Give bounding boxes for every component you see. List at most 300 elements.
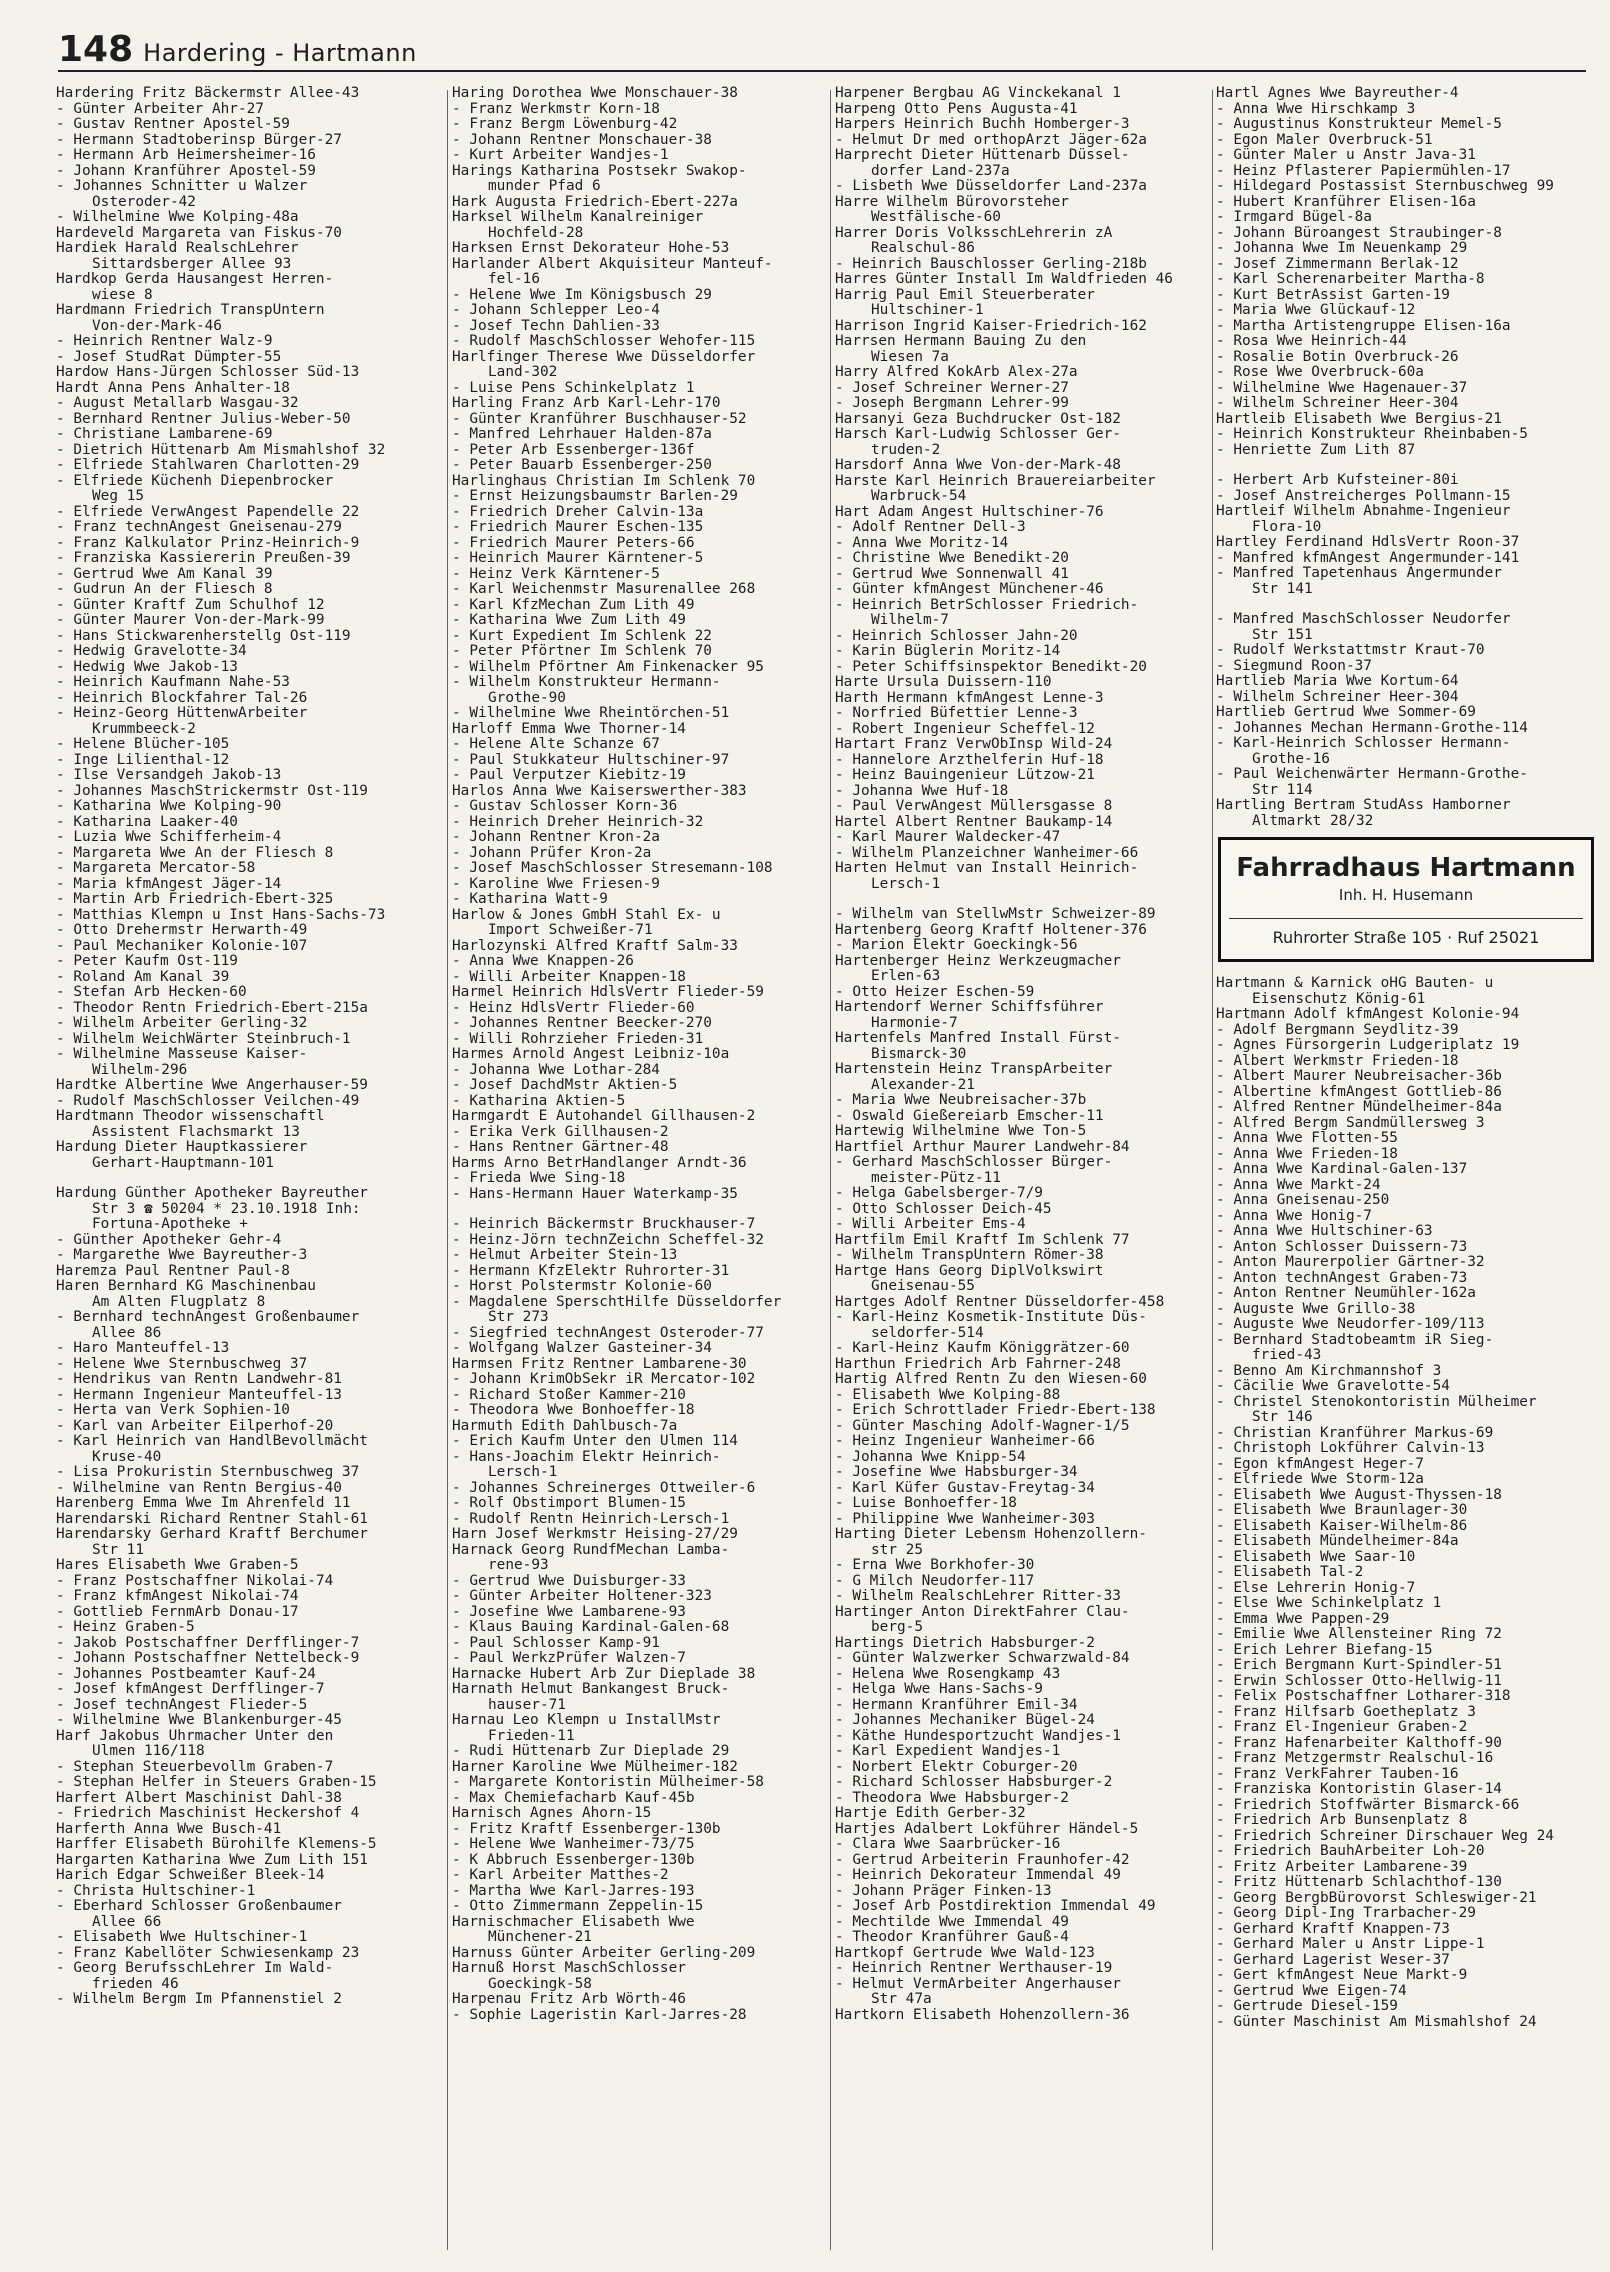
- directory-entry: - Wilhelm Planzeichner Wanheimer-66: [835, 845, 1139, 861]
- column-divider: [447, 90, 448, 2250]
- directory-entry: - Georg Dipl-Ing Trarbacher-29: [1216, 1906, 1476, 1921]
- directory-entry: - Wilhelm Schreiner Heer-304: [1216, 689, 1459, 705]
- directory-entry: - Helene Blücher-105: [56, 737, 230, 752]
- directory-entry: - Katharina Laaker-40: [56, 814, 238, 830]
- directory-entry: - Hedwig Gravelotte-34: [56, 644, 247, 659]
- directory-entry: - Luise Pens Schinkelplatz 1: [452, 380, 695, 396]
- directory-entry: Harpers Heinrich Buchh Homberger-3: [835, 117, 1130, 132]
- directory-entry: - Anna Wwe Honig-7: [1216, 1208, 1372, 1224]
- directory-entry: - Karl Küfer Gustav-Freytag-34: [835, 1480, 1095, 1496]
- directory-entry: - Auguste Wwe Neudorfer-109/113: [1216, 1317, 1485, 1332]
- directory-entry: - Josef StudRat Dümpter-55: [56, 349, 282, 365]
- directory-entry: - Peter Pförtner Im Schlenk 70: [452, 644, 712, 659]
- directory-entry: - Franz VerkFahrer Tauben-16: [1216, 1766, 1459, 1782]
- directory-entry: - Stephan Helfer in Steuers Graben-15: [56, 1775, 377, 1790]
- spacer: [1216, 597, 1596, 612]
- directory-entry: - Johannes Schreinerges Ottweiler-6: [452, 1480, 756, 1496]
- directory-entry: Alexander-21: [871, 1077, 975, 1093]
- column-divider: [1212, 90, 1213, 2250]
- directory-entry: - Wilhelm Pförtner Am Finkenacker 95: [452, 659, 764, 675]
- directory-entry: Krummbeeck-2: [92, 721, 196, 737]
- directory-entry: - Bernhard Stadtobeamtm iR Sieg-: [1216, 1332, 1494, 1348]
- directory-entry: - Elfriede Wwe Storm-12a: [1216, 1472, 1424, 1487]
- directory-entry: Warbruck-54: [871, 489, 967, 504]
- directory-entry: - Fritz Hüttenarb Schlachthof-130: [1216, 1875, 1502, 1890]
- directory-entry: Harlander Albert Akquisiteur Manteuf-: [452, 256, 773, 272]
- directory-entry: Hardung Dieter Hauptkassierer: [56, 1140, 308, 1155]
- directory-entry: Hartjes Adalbert Lokführer Händel-5: [835, 1821, 1139, 1837]
- directory-entry: - Erich Lehrer Biefang-15: [1216, 1642, 1433, 1658]
- directory-entry: - Margarete Kontoristin Mülheimer-58: [452, 1775, 764, 1790]
- directory-entry: Harmgardt E Autohandel Gillhausen-2: [452, 1109, 756, 1124]
- directory-entry: Hark Augusta Friedrich-Ebert-227a: [452, 194, 738, 210]
- directory-entry: Harmes Arnold Angest Leibniz-10a: [452, 1047, 730, 1062]
- directory-entry: - Hermann Ingenieur Manteuffel-13: [56, 1387, 342, 1403]
- directory-entry: Harms Arno BetrHandlanger Arndt-36: [452, 1155, 747, 1171]
- directory-entry: Ulmen 116/118: [92, 1744, 205, 1759]
- directory-entry: - Friedrich Dreher Calvin-13a: [452, 504, 704, 520]
- directory-entry: - Wilhelmine Wwe Rheintörchen-51: [452, 706, 730, 721]
- directory-entry: - Karl Weichenmstr Masurenallee 268: [452, 582, 756, 597]
- directory-entry: - Richard Schlosser Habsburger-2: [835, 1775, 1113, 1790]
- directory-entry: - Heinrich Dreher Heinrich-32: [452, 814, 704, 830]
- directory-entry: - August Metallarb Wasgau-32: [56, 396, 299, 411]
- directory-entry: - Heinz Graben-5: [56, 1620, 195, 1635]
- directory-entry: Allee 86: [92, 1325, 162, 1341]
- directory-entry: - Bernhard Rentner Julius-Weber-50: [56, 411, 351, 427]
- directory-entry: - Frieda Wwe Sing-18: [452, 1171, 626, 1186]
- directory-entry: Harenberg Emma Wwe Im Ahrenfeld 11: [56, 1496, 351, 1511]
- directory-entry: Realschul-86: [871, 241, 975, 256]
- directory-entry: Harnisch Agnes Ahorn-15: [452, 1806, 652, 1821]
- directory-entry: - Franz Hafenarbeiter Kalthoff-90: [1216, 1735, 1502, 1751]
- directory-entry: frieden 46: [92, 1976, 179, 1992]
- directory-entry: - Franz Postschaffner Nikolai-74: [56, 1573, 334, 1589]
- directory-entry: - Gustav Rentner Apostel-59: [56, 117, 290, 132]
- directory-entry: - Erna Wwe Borkhofer-30: [835, 1558, 1035, 1573]
- advertisement-box: [1218, 837, 1594, 962]
- directory-entry: - Maria Wwe Neubreisacher-37b: [835, 1093, 1087, 1108]
- directory-entry: - Helmut VermArbeiter Angerhauser: [835, 1976, 1121, 1992]
- directory-entry: Hardeveld Margareta van Fiskus-70: [56, 225, 342, 241]
- directory-entry: Osteroder-42: [92, 194, 196, 210]
- directory-entry: - Lisbeth Wwe Düsseldorfer Land-237a: [835, 179, 1147, 194]
- directory-entry: - Rudolf Werkstattmstr Kraut-70: [1216, 643, 1485, 658]
- directory-entry: Lersch-1: [871, 876, 941, 892]
- directory-entry: Hardow Hans-Jürgen Schlosser Süd-13: [56, 365, 360, 380]
- directory-entry: - Johanna Wwe Knipp-54: [835, 1449, 1026, 1465]
- directory-entry: - Elfriede Stahlwaren Charlotten-29: [56, 458, 360, 473]
- directory-entry: - Rose Wwe Overbruck-60a: [1216, 365, 1424, 380]
- directory-entry: - Martha Wwe Karl-Jarres-193: [452, 1883, 695, 1899]
- directory-entry: - Clara Wwe Saarbrücker-16: [835, 1837, 1061, 1852]
- directory-entry: - Maria Wwe Glückauf-12: [1216, 303, 1416, 318]
- directory-entry: - Karin Büglerin Moritz-14: [835, 644, 1061, 659]
- directory-entry: rene-93: [488, 1558, 549, 1573]
- directory-entry: - Christian Kranführer Markus-69: [1216, 1425, 1494, 1441]
- spacer: [452, 1202, 837, 1217]
- directory-entry: - Anna Wwe Flotten-55: [1216, 1131, 1398, 1146]
- directory-entry: - Adolf Bergmann Seydlitz-39: [1216, 1022, 1459, 1038]
- directory-entry: - Günter Arbeiter Holtener-323: [452, 1589, 712, 1604]
- directory-entry: - Klaus Bauing Kardinal-Galen-68: [452, 1620, 730, 1635]
- directory-entry: - Franz Hilfsarb Goetheplatz 3: [1216, 1704, 1476, 1720]
- directory-entry: - Margareta Wwe An der Fliesch 8: [56, 845, 334, 861]
- directory-entry: - Johann Postschaffner Nettelbeck-9: [56, 1651, 360, 1666]
- directory-entry: - Anna Wwe Hirschkamp 3: [1216, 101, 1416, 117]
- directory-entry: - Franz kfmAngest Nikolai-74: [56, 1589, 299, 1604]
- directory-entry: - Karl Arbeiter Matthes-2: [452, 1868, 669, 1883]
- directory-entry: - Franziska Kontoristin Glaser-14: [1216, 1782, 1502, 1797]
- directory-entry: - Otto Zimmermann Zeppelin-15: [452, 1899, 704, 1914]
- directory-entry: Harmuth Edith Dahlbusch-7a: [452, 1418, 678, 1434]
- directory-entry: - Manfred kfmAngest Angermunder-141: [1216, 550, 1520, 566]
- directory-entry: Hardung Günther Apotheker Bayreuther: [56, 1186, 368, 1201]
- directory-entry: Harsdorf Anna Wwe Von-der-Mark-48: [835, 458, 1121, 473]
- directory-entry: Am Alten Flugplatz 8: [92, 1294, 266, 1310]
- directory-entry: - Franz Metzgermstr Realschul-16: [1216, 1751, 1494, 1766]
- directory-entry: - Elisabeth Wwe Braunlager-30: [1216, 1503, 1468, 1518]
- directory-entry: - Wilhelm RealschLehrer Ritter-33: [835, 1589, 1121, 1604]
- directory-entry: - Eberhard Schlosser Großenbaumer: [56, 1899, 342, 1914]
- directory-entry: - Egon kfmAngest Heger-7: [1216, 1456, 1424, 1472]
- directory-entry: Harprecht Dieter Hüttenarb Düssel-: [835, 148, 1130, 163]
- directory-entry: Harste Karl Heinrich Brauereiarbeiter: [835, 473, 1156, 489]
- directory-entry: - Katharina Aktien-5: [452, 1093, 626, 1109]
- directory-entry: - Franz Kabellöter Schwiesenkamp 23: [56, 1945, 360, 1961]
- directory-entry: Harksel Wilhelm Kanalreiniger: [452, 210, 704, 225]
- directory-entry: Eisenschutz König-61: [1252, 991, 1426, 1007]
- directory-entry: - Heinrich Blockfahrer Tal-26: [56, 690, 308, 706]
- directory-entry: - Günther Apotheker Gehr-4: [56, 1232, 282, 1248]
- directory-entry: Harferth Anna Wwe Busch-41: [56, 1821, 282, 1837]
- directory-entry: - G Milch Neudorfer-117: [835, 1573, 1035, 1589]
- directory-entry: Harry Alfred KokArb Alex-27a: [835, 365, 1078, 380]
- directory-entry: Haremza Paul Rentner Paul-8: [56, 1263, 290, 1279]
- directory-entry: - Günter Kraftf Zum Schulhof 12: [56, 597, 325, 613]
- directory-entry: Harpener Bergbau AG Vinckekanal 1: [835, 86, 1121, 101]
- page-number: 148: [58, 29, 134, 70]
- directory-entry: - Benno Am Kirchmannshof 3: [1216, 1363, 1442, 1379]
- directory-entry: - Anna Wwe Kardinal-Galen-137: [1216, 1162, 1468, 1177]
- directory-entry: - Paul Schlosser Kamp-91: [452, 1635, 660, 1651]
- directory-entry: - Hans Stickwarenherstellg Ost-119: [56, 628, 351, 644]
- directory-entry: - Katharina Watt-9: [452, 892, 608, 907]
- directory-entry: - Katharina Wwe Zum Lith 49: [452, 613, 686, 628]
- directory-entry: - Gustav Schlosser Korn-36: [452, 799, 678, 814]
- directory-entry: Wilhelm-7: [871, 613, 949, 628]
- directory-entry: Harting Dieter Lebensm Hohenzollern-: [835, 1527, 1147, 1542]
- directory-entry: - Augustinus Konstrukteur Memel-5: [1216, 117, 1502, 132]
- directory-entry: - Otto Heizer Eschen-59: [835, 984, 1035, 1000]
- directory-entry: - Ilse Versandgeh Jakob-13: [56, 768, 282, 783]
- directory-entry: - Albert Maurer Neubreisacher-36b: [1216, 1069, 1502, 1084]
- directory-entry: - Emilie Wwe Allensteiner Ring 72: [1216, 1627, 1502, 1642]
- directory-entry: Grothe-90: [488, 690, 566, 706]
- directory-entry: Hartfilm Emil Kraftf Im Schlenk 77: [835, 1232, 1130, 1248]
- directory-entry: Str 273: [488, 1310, 549, 1325]
- directory-column-4: [1216, 86, 1596, 2256]
- directory-entry: - Maria kfmAngest Jäger-14: [56, 876, 282, 892]
- directory-entry: - Gertrud Wwe Sonnenwall 41: [835, 566, 1069, 582]
- directory-entry: - Cäcilie Wwe Gravelotte-54: [1216, 1379, 1450, 1394]
- directory-entry: Hartleib Elisabeth Wwe Bergius-21: [1216, 411, 1502, 427]
- directory-entry: Harre Wilhelm Bürovorsteher: [835, 194, 1069, 210]
- directory-entry: Harnuß Horst MaschSchlosser: [452, 1961, 686, 1976]
- directory-entry: - Magdalene SperschtHilfe Düsseldorfer: [452, 1294, 782, 1310]
- directory-entry: - Hendrikus van Rentn Landwehr-81: [56, 1372, 342, 1387]
- directory-entry: - Hannelore Arzthelferin Huf-18: [835, 752, 1104, 768]
- directory-entry: - Heinrich Konstrukteur Rheinbaben-5: [1216, 427, 1528, 442]
- directory-entry: - Wilhelm van StellwMstr Schweizer-89: [835, 907, 1156, 922]
- directory-entry: - Gudrun An der Fliesch 8: [56, 582, 273, 597]
- directory-entry: - Christiane Lambarene-69: [56, 427, 273, 442]
- directory-entry: - Helmut Dr med orthopArzt Jäger-62a: [835, 132, 1147, 148]
- directory-entry: - Anna Wwe Moritz-14: [835, 535, 1009, 551]
- directory-entry: Weg 15: [92, 489, 144, 504]
- directory-entry: Hardiek Harald RealschLehrer: [56, 241, 299, 256]
- directory-entry: - Egon Maler Overbruck-51: [1216, 132, 1433, 148]
- directory-entry: Grothe-16: [1252, 751, 1330, 767]
- directory-entry: - Herbert Arb Kufsteiner-80i: [1216, 473, 1459, 488]
- directory-entry: - Felix Postschaffner Lotharer-318: [1216, 1689, 1511, 1704]
- directory-entry: - Johannes Rentner Beecker-270: [452, 1016, 712, 1031]
- directory-entry: - Margarethe Wwe Bayreuther-3: [56, 1248, 308, 1263]
- directory-entry: - Josef Zimmermann Berlak-12: [1216, 256, 1459, 272]
- directory-entry: - Günter Masching Adolf-Wagner-1/5: [835, 1418, 1130, 1434]
- directory-entry: Harth Hermann kfmAngest Lenne-3: [835, 690, 1104, 706]
- directory-entry: - Siegmund Roon-37: [1216, 658, 1372, 674]
- directory-entry: - Josef Arb Postdirektion Immendal 49: [835, 1899, 1156, 1914]
- directory-entry: wiese 8: [92, 287, 153, 303]
- directory-entry: Hartge Hans Georg DiplVolkswirt: [835, 1263, 1104, 1279]
- directory-entry: Harlinghaus Christian Im Schlenk 70: [452, 473, 756, 489]
- directory-entry: Hartenfels Manfred Install Fürst-: [835, 1031, 1121, 1046]
- directory-entry: - Josefine Wwe Habsburger-34: [835, 1465, 1078, 1480]
- directory-entry: - Friedrich Stoffwärter Bismarck-66: [1216, 1797, 1520, 1813]
- directory-entry: - Willi Arbeiter Knappen-18: [452, 969, 686, 985]
- directory-entry: - Heinz-Jörn technZeichn Scheffel-32: [452, 1232, 764, 1248]
- directory-entry: - Josef MaschSchlosser Stresemann-108: [452, 861, 773, 876]
- directory-entry: - Hermann Arb Heimersheimer-16: [56, 148, 316, 163]
- directory-entry: - Anton Schlosser Duissern-73: [1216, 1239, 1468, 1255]
- directory-entry: - Heinrich Schlosser Jahn-20: [835, 628, 1078, 644]
- directory-entry: - Christel Stenokontoristin Mülheimer: [1216, 1394, 1537, 1410]
- directory-entry: - Else Lehrerin Honig-7: [1216, 1580, 1416, 1596]
- directory-entry: - Christoph Lokführer Calvin-13: [1216, 1441, 1485, 1456]
- directory-entry: - Hans Rentner Gärtner-48: [452, 1140, 669, 1155]
- directory-entry: Harte Ursula Duissern-110: [835, 675, 1052, 690]
- directory-entry: Westfälische-60: [871, 210, 1001, 225]
- directory-entry: - Rudolf Rentn Heinrich-Lersch-1: [452, 1511, 730, 1527]
- directory-entry: - Josefine Wwe Lambarene-93: [452, 1604, 686, 1620]
- directory-entry: - Josef kfmAngest Derfflinger-7: [56, 1682, 325, 1697]
- directory-entry: Goeckingk-58: [488, 1976, 592, 1992]
- ad-owner: Inh. H. Husemann: [1338, 886, 1474, 904]
- directory-entry: Lersch-1: [488, 1465, 558, 1480]
- directory-entry: - Else Wwe Schinkelplatz 1: [1216, 1596, 1442, 1611]
- directory-entry: Hartmann & Karnick oHG Bauten- u: [1216, 976, 1494, 991]
- directory-entry: Harling Franz Arb Karl-Lehr-170: [452, 396, 721, 411]
- directory-entry: - Wilhelmine van Rentn Bergius-40: [56, 1480, 342, 1496]
- directory-entry: - Heinz HdlsVertr Flieder-60: [452, 1000, 695, 1016]
- directory-entry: Str 11: [92, 1542, 144, 1558]
- directory-entry: - Wilhelm Bergm Im Pfannenstiel 2: [56, 1992, 342, 2007]
- directory-entry: - Johannes MaschStrickermstr Ost-119: [56, 783, 368, 799]
- directory-entry: - Wilhelm WeichWärter Steinbruch-1: [56, 1031, 351, 1047]
- directory-entry: Str 146: [1252, 1410, 1313, 1425]
- directory-entry: - Hildegard Postassist Sternbuschweg 99: [1216, 179, 1554, 194]
- directory-entry: Erlen-63: [871, 969, 941, 984]
- directory-entry: - Christa Hultschiner-1: [56, 1883, 256, 1899]
- directory-entry: Harmonie-7: [871, 1015, 958, 1031]
- directory-entry: - Heinrich Bauschlosser Gerling-218b: [835, 256, 1147, 272]
- directory-entry: Harlow & Jones GmbH Stahl Ex- u: [452, 907, 721, 923]
- directory-entry: Harings Katharina Postsekr Swakop-: [452, 163, 747, 179]
- directory-column-2: [452, 86, 837, 2256]
- directory-entry: - Johann Präger Finken-13: [835, 1883, 1052, 1899]
- directory-entry: Hartling Bertram StudAss Hamborner: [1216, 798, 1511, 813]
- directory-entry: - Johannes Postbeamter Kauf-24: [56, 1666, 316, 1682]
- directory-entry: - Elisabeth Tal-2: [1216, 1565, 1364, 1580]
- directory-entry: - Gert kfmAngest Neue Markt-9: [1216, 1968, 1468, 1983]
- directory-entry: - Karl-Heinz Kosmetik-Institute Düs-: [835, 1310, 1147, 1325]
- directory-entry: Hartges Adolf Rentner Düsseldorfer-458: [835, 1294, 1165, 1310]
- directory-entry: Wiesen 7a: [871, 349, 949, 365]
- directory-entry: - Johanna Wwe Lothar-284: [452, 1062, 660, 1078]
- directory-entry: - Gerhard Lagerist Weser-37: [1216, 1952, 1450, 1968]
- directory-entry: - Friedrich Maurer Peters-66: [452, 535, 695, 551]
- directory-entry: - Roland Am Kanal 39: [56, 969, 230, 985]
- directory-entry: - Marion Elektr Goeckingk-56: [835, 938, 1078, 953]
- directory-entry: - Helmut Arbeiter Stein-13: [452, 1248, 678, 1263]
- directory-entry: meister-Pütz-11: [871, 1170, 1001, 1186]
- directory-entry: Str 151: [1252, 627, 1313, 643]
- directory-entry: - Hedwig Wwe Jakob-13: [56, 659, 238, 675]
- directory-entry: - Helga Gabelsberger-7/9: [835, 1186, 1043, 1201]
- directory-entry: - Stefan Arb Hecken-60: [56, 985, 247, 1000]
- directory-entry: Harrison Ingrid Kaiser-Friedrich-162: [835, 318, 1147, 334]
- directory-entry: fried-43: [1252, 1348, 1322, 1363]
- directory-entry: Haren Bernhard KG Maschinenbau: [56, 1279, 316, 1294]
- directory-entry: Fortuna-Apotheke +: [92, 1217, 248, 1232]
- directory-entry: Gneisenau-55: [871, 1279, 975, 1294]
- directory-entry: - Friedrich BauhArbeiter Loh-20: [1216, 1844, 1485, 1859]
- directory-entry: - Heinz Pflasterer Papiermühlen-17: [1216, 163, 1511, 179]
- directory-entry: - Lisa Prokuristin Sternbuschweg 37: [56, 1465, 360, 1480]
- directory-entry: - Otto Schlosser Deich-45: [835, 1201, 1052, 1217]
- directory-entry: - Johann Schlepper Leo-4: [452, 303, 660, 318]
- directory-entry: Hart Adam Angest Hultschiner-76: [835, 504, 1104, 520]
- directory-entry: - Manfred Tapetenhaus Angermunder: [1216, 566, 1502, 581]
- directory-entry: - Richard Stoßer Kammer-210: [452, 1387, 686, 1403]
- directory-entry: - Wilhelm Schreiner Heer-304: [1216, 396, 1459, 411]
- directory-entry: - Peter Kaufm Ost-119: [56, 954, 238, 969]
- directory-entry: Harmsen Fritz Rentner Lambarene-30: [452, 1356, 747, 1372]
- directory-entry: - Wilhelmine Masseuse Kaiser-: [56, 1047, 308, 1062]
- directory-entry: - Franz Kalkulator Prinz-Heinrich-9: [56, 535, 360, 551]
- directory-entry: Flora-10: [1252, 519, 1322, 535]
- directory-entry: Hultschiner-1: [871, 303, 984, 318]
- directory-entry: - Gertrud Wwe Eigen-74: [1216, 1983, 1407, 1999]
- directory-entry: Hartfiel Arthur Maurer Landwehr-84: [835, 1139, 1130, 1155]
- directory-entry: - Luzia Wwe Schifferheim-4: [56, 830, 282, 845]
- directory-entry: Import Schweißer-71: [488, 923, 653, 938]
- directory-entry: - Rosalie Botin Overbruck-26: [1216, 349, 1459, 365]
- directory-entry: Hartlieb Gertrud Wwe Sommer-69: [1216, 705, 1476, 720]
- directory-entry: - Anna Wwe Hultschiner-63: [1216, 1224, 1433, 1239]
- directory-entry: - Kurt Expedient Im Schlenk 22: [452, 628, 712, 644]
- directory-entry: Harnischmacher Elisabeth Wwe: [452, 1914, 695, 1930]
- directory-entry: Hartendorf Werner Schiffsführer: [835, 1000, 1104, 1015]
- directory-entry: - Alfred Bergm Sandmüllersweg 3: [1216, 1115, 1485, 1131]
- directory-entry: - Wilhelmine Wwe Blankenburger-45: [56, 1713, 342, 1728]
- directory-entry: - Fritz Arbeiter Lambarene-39: [1216, 1859, 1468, 1875]
- directory-entry: - Martin Arb Friedrich-Ebert-325: [56, 892, 334, 907]
- directory-entry: - Günter Arbeiter Ahr-27: [56, 101, 264, 117]
- directory-entry: Gerhart-Hauptmann-101: [92, 1155, 274, 1171]
- directory-entry: - Rudi Hüttenarb Zur Dieplade 29: [452, 1744, 730, 1759]
- directory-entry: Altmarkt 28/32: [1252, 813, 1374, 829]
- directory-entry: Hares Elisabeth Wwe Graben-5: [56, 1558, 299, 1573]
- directory-entry: - Karl Scherenarbeiter Martha-8: [1216, 272, 1485, 287]
- directory-entry: - Elisabeth Wwe August-Thyssen-18: [1216, 1487, 1502, 1503]
- directory-entry: fel-16: [488, 272, 540, 287]
- directory-entry: - Rosa Wwe Heinrich-44: [1216, 334, 1407, 349]
- directory-entry: - Paul Mechaniker Kolonie-107: [56, 938, 308, 954]
- directory-entry: - Anna Wwe Knappen-26: [452, 954, 634, 969]
- directory-entry: - Siegfried technAngest Osteroder-77: [452, 1325, 764, 1341]
- directory-entry: - Kurt Arbeiter Wandjes-1: [452, 148, 669, 163]
- directory-entry: - Dietrich Hüttenarb Am Mismahlshof 32: [56, 442, 386, 458]
- directory-entry: - Johanna Wwe Huf-18: [835, 783, 1009, 799]
- directory-entry: - Bernhard technAngest Großenbaumer: [56, 1310, 360, 1325]
- directory-entry: - Johann Büroangest Straubinger-8: [1216, 225, 1502, 241]
- directory-entry: - Paul Verputzer Kiebitz-19: [452, 768, 686, 783]
- directory-entry: - Theodor Rentn Friedrich-Ebert-215a: [56, 1000, 368, 1016]
- directory-entry: Str 47a: [871, 1992, 932, 2007]
- directory-entry: - Hermann Kranführer Emil-34: [835, 1697, 1078, 1713]
- directory-entry: - Friedrich Maschinist Heckershof 4: [56, 1806, 360, 1821]
- directory-entry: - Wolfgang Walzer Gasteiner-34: [452, 1341, 712, 1356]
- directory-entry: - Sophie Lageristin Karl-Jarres-28: [452, 2007, 747, 2023]
- spacer: [835, 892, 1210, 907]
- directory-entry: - Johann Rentner Kron-2a: [452, 830, 660, 845]
- directory-entry: - Heinz Verk Kärntener-5: [452, 566, 660, 582]
- directory-entry: Bismarck-30: [871, 1046, 967, 1062]
- directory-entry: Harendarsky Gerhard Kraftf Berchumer: [56, 1527, 368, 1542]
- directory-entry: - Jakob Postschaffner Derfflinger-7: [56, 1635, 360, 1651]
- directory-entry: - Heinz Ingenieur Wanheimer-66: [835, 1434, 1095, 1449]
- directory-entry: Hartkopf Gertrude Wwe Wald-123: [835, 1945, 1095, 1961]
- directory-entry: - Manfred Lehrhauer Halden-87a: [452, 427, 712, 442]
- directory-entry: - Adolf Rentner Dell-3: [835, 520, 1026, 535]
- directory-entry: - Willi Arbeiter Ems-4: [835, 1217, 1026, 1232]
- directory-entry: Harrer Doris VolksschLehrerin zA: [835, 225, 1113, 241]
- directory-entry: - Karl-Heinrich Schlosser Hermann-: [1216, 736, 1511, 751]
- directory-entry: - Joseph Bergmann Lehrer-99: [835, 396, 1069, 411]
- directory-entry: - Erwin Schlosser Otto-Hellwig-11: [1216, 1673, 1502, 1689]
- directory-entry: - Gertrud Wwe Am Kanal 39: [56, 566, 273, 582]
- directory-entry: - Peter Bauarb Essenberger-250: [452, 458, 712, 473]
- directory-entry: Harich Edgar Schweißer Bleek-14: [56, 1868, 325, 1883]
- directory-entry: - Heinrich Maurer Kärntener-5: [452, 551, 704, 566]
- directory-entry: - Hermann Stadtoberinsp Bürger-27: [56, 132, 342, 148]
- directory-entry: - Erika Verk Gillhausen-2: [452, 1124, 669, 1140]
- directory-entry: - Helene Wwe Sternbuschweg 37: [56, 1356, 308, 1372]
- directory-entry: - Inge Lilienthal-12: [56, 752, 230, 768]
- directory-entry: - Henriette Zum Lith 87: [1216, 442, 1416, 458]
